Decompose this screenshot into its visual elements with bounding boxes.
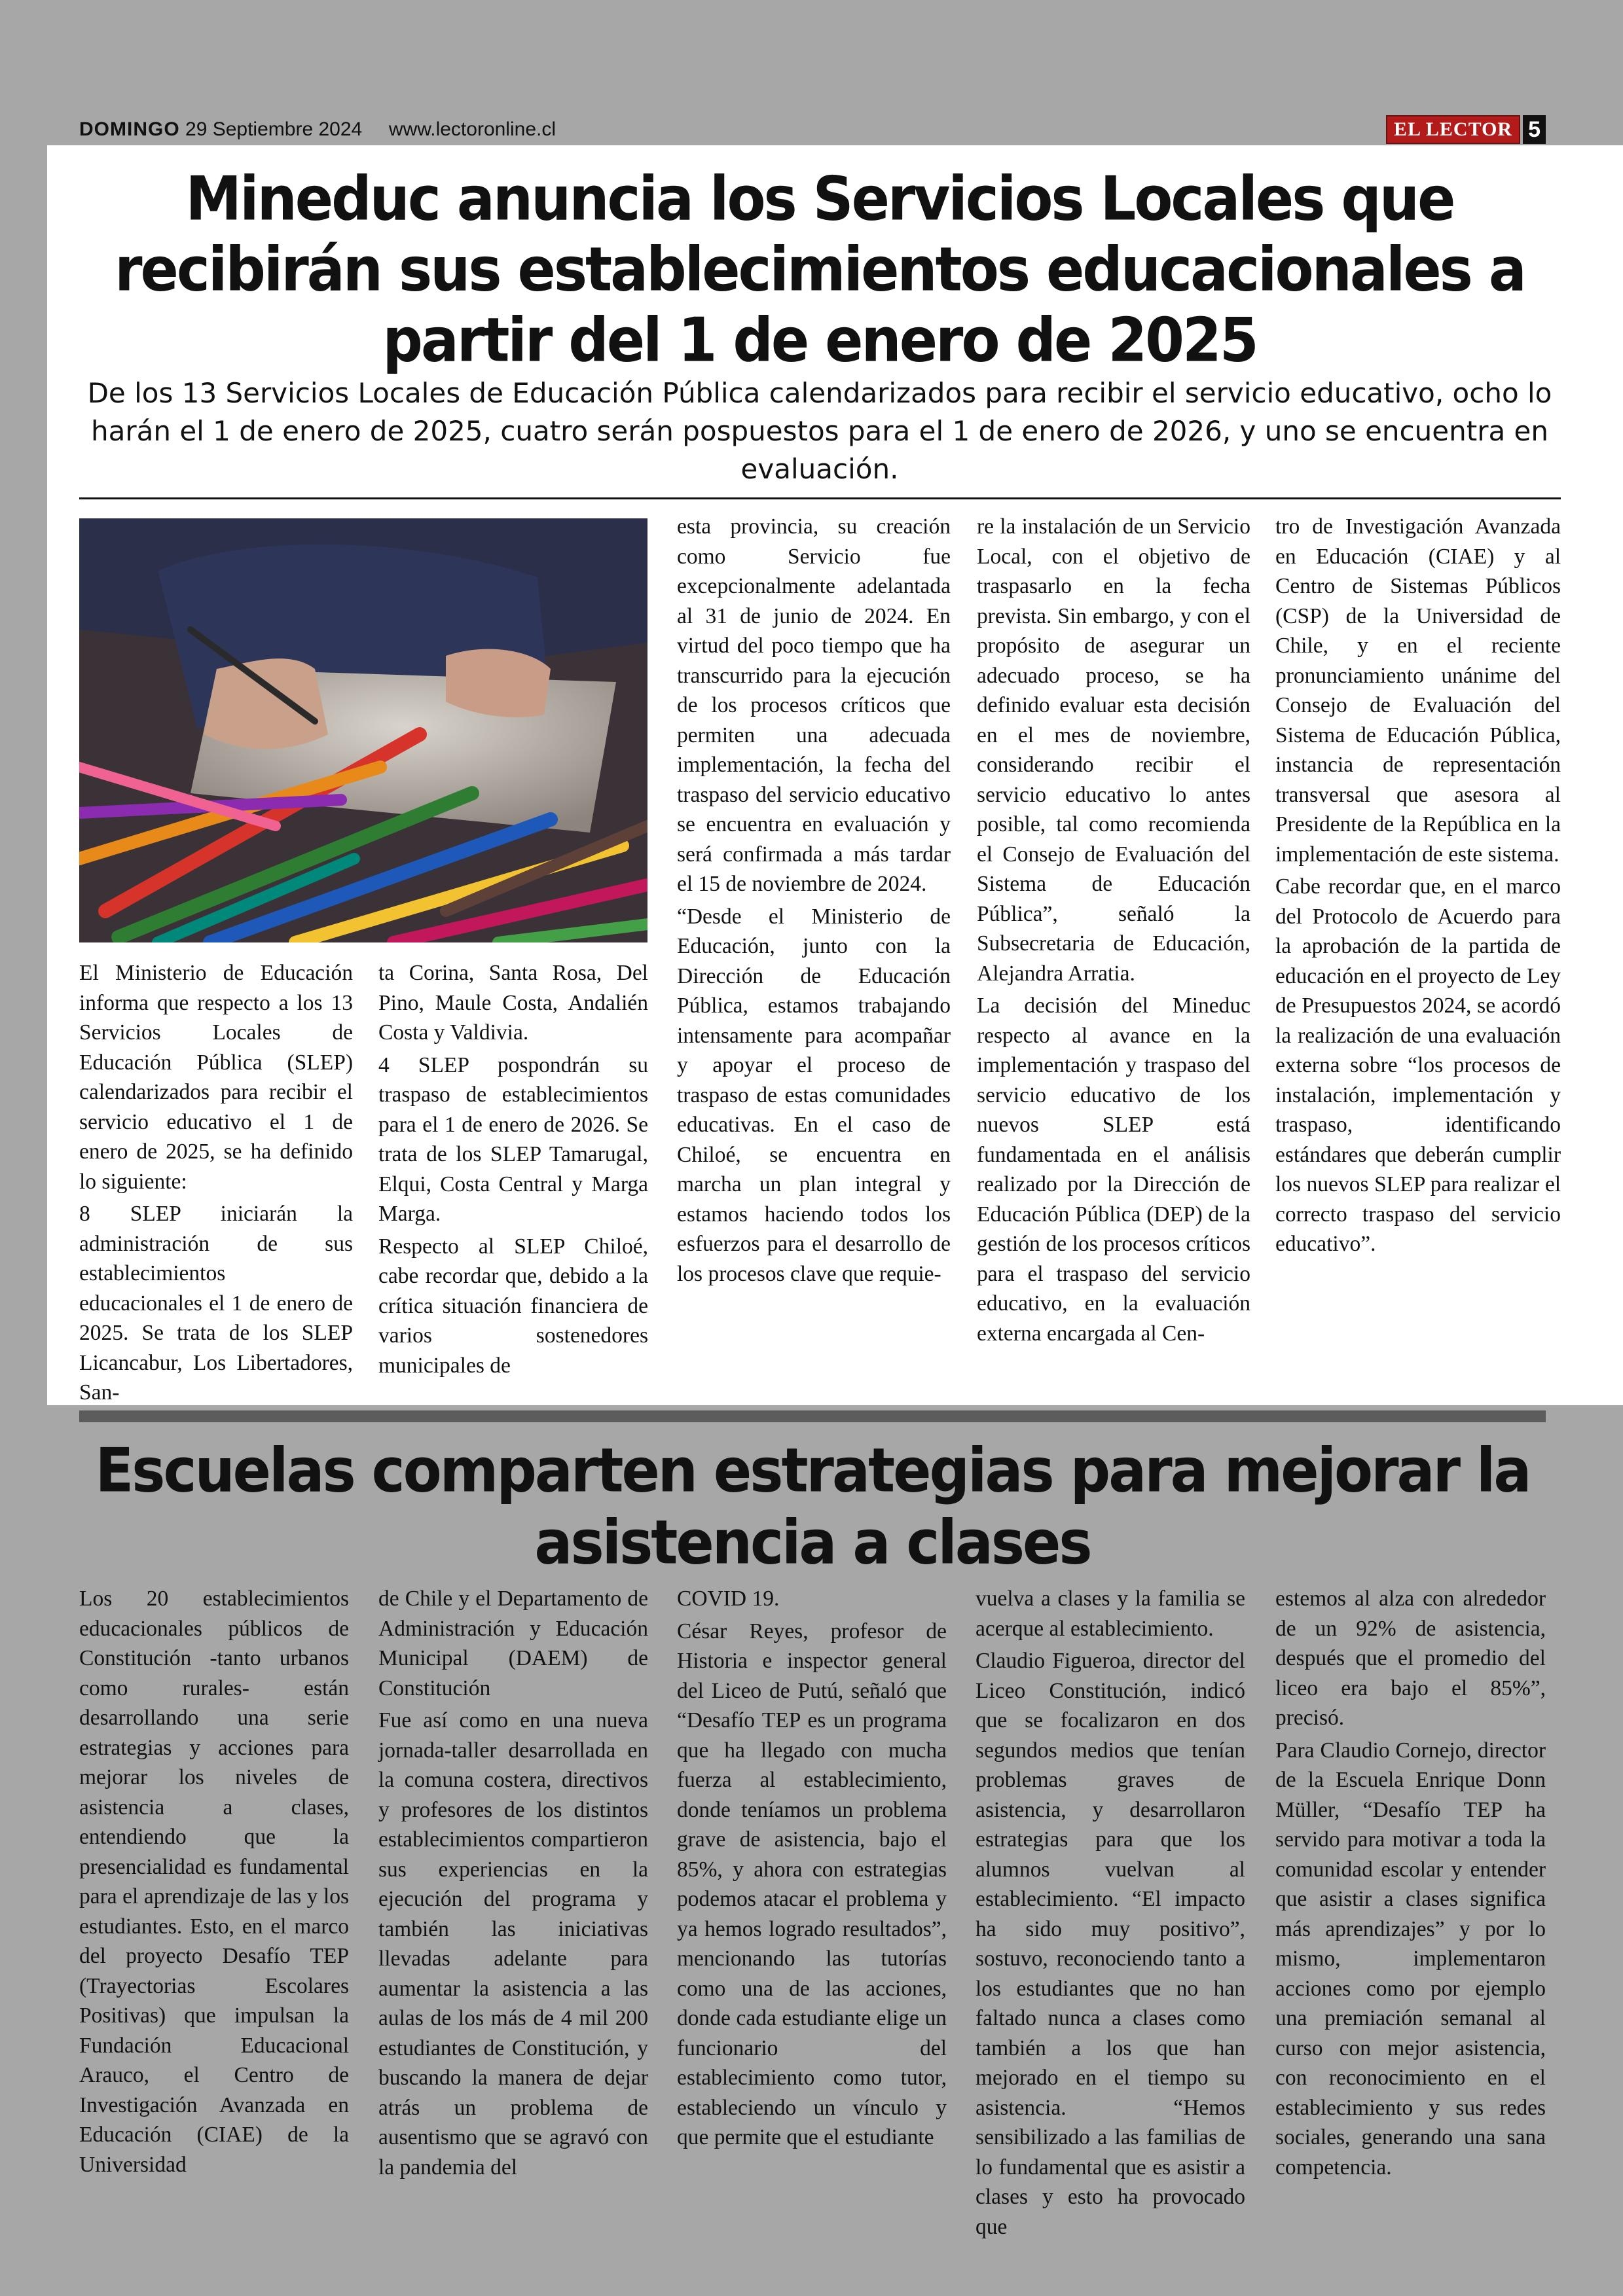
page-number: 5 — [1523, 115, 1546, 144]
article2-column-2: de Chile y el Departamento de Administración y Educación Municipal (DAEM) de Constitución Fue así como en una nueva jornada-taller desarrollada en la comuna costera, directivos y profesores de los distintos establecimientos compartieron sus experiencias en la ejecución del programa y también las iniciativas llevadas adelante para aumentar la asistencia a las aulas de los más de 4 mil 200 estudiantes de Constitución, y buscando la manera de dejar atrás un problema de ausentismo que se agravó con la pandemia del — [378, 1587, 648, 2179]
article-headline: Mineduc anuncia los Servicios Locales que recibirán sus establecimientos educacionales a partir del 1 de enero de 2025 — [115, 164, 1525, 376]
article-mineduc — [47, 145, 1623, 1405]
article2-column-5: estemos al alza con alrededor de un 92% de asistencia, después que el promedio del liceo era bajo el 85%”, precisó. Para Claudio Cornejo, director de la Escuela Enrique Donn Müller, “Desafío TEP ha servido para motivar a toda la comunidad escolar y entender que asistir a clases significa más aprendizajes” y por lo mismo, implementaron acciones como por ejemplo una premiación semanal al curso con mejor asistencia, con reconocimiento en el establecimiento y sus redes sociales, generando una sana competencia. — [1275, 1587, 1546, 2179]
article-column-1: El Ministerio de Educación informa que respecto a los 13 Servicios Locales de Educación Pública (SLEP) calendarizados para recibir el servicio educativo el 1 de enero de 2025, se ha definido lo siguiente: 8 SLEP iniciarán la administración de sus establecimientos educacionales el 1 de enero de 2025. Se trata de los SLEP Licancabur, Los Libertadores, San- — [79, 961, 353, 1405]
header-day: DOMINGO — [79, 118, 180, 140]
newspaper-logo: EL LECTOR — [1386, 115, 1520, 144]
divider — [79, 497, 1561, 499]
header-website: www.lectoronline.cl — [388, 118, 556, 140]
article2-column-3: COVID 19. César Reyes, profesor de Historia e inspector general del Liceo de Putú, señaló que “Desafío TEP es un programa que ha llegado con mucha fuerza al establecimiento, donde teníamos un problema grave de asistencia, bajo el 85%, y ahora con estrategias podemos atacar el problema y ya hemos logrado resultados”, mencionando las tutorías como una de las acciones, donde cada estudiante elige un funcionario del establecimiento como tutor, estableciendo un vínculo y que permite que el estudiante — [677, 1587, 947, 2149]
article2-column-4: vuelva a clases y la familia se acerque al establecimiento. Claudio Figueroa, director del Liceo Constitución, indicó que se focalizaron en dos segundos medios que tenían problemas graves de asistencia, y desarrollaron estrategias para que los alumnos vuelvan al establecimiento. “El impacto ha sido muy positivo”, sostuvo, reconociendo tanto a los estudiantes que no han faltado nunca a clases como también a los que han mejorado en el tiempo su asistencia. “Hemos sensibilizado a las familias de lo fundamental que es asistir a clases y esto ha provocado que — [976, 1587, 1245, 2239]
article-headline-attendance: Escuelas comparten estrategias para mejorar la asistencia a clases — [95, 1435, 1530, 1579]
page-header — [79, 115, 1546, 144]
article-deck: De los 13 Servicios Locales de Educación Pública calendarizados para recibir el servicio educativo, ocho lo harán el 1 de enero de 2025, cuatro serán pospuestos para el 1 de enero de 2026, y uno se encuentra en evaluación. — [87, 377, 1552, 485]
article-photo — [79, 518, 647, 942]
article-column-4: re la instalación de un Servicio Local, con el objetivo de traspasarlo en la fecha prevista. Sin embargo, y con el propósito de asegurar un adecuado proceso, se ha definido evaluar esta decisión en el mes de noviembre, considerando recibir el servicio educativo lo antes posible, tal como recomienda el Consejo de Evaluación del Sistema de Educación Pública”, señaló la Subsecretaria de Educación, Alejandra Arratia. La decisión del Mineduc respecto al avance en la implementación y traspaso del servicio educativo de los nuevos SLEP está fundamentada en el análisis realizado por la Dirección de Educación Pública (DEP) de la gestión de los procesos críticos para el traspaso del servicio educativo, en la evaluación externa encargada al Cen- — [977, 514, 1250, 1346]
article-column-3: esta provincia, su creación como Servicio fue excepcionalmente adelantada al 31 de junio de 2024. En virtud del poco tiempo que ha transcurrido para la ejecución de los procesos críticos que permiten una adecuada implementación, la fecha del traspaso del servicio educativo se encuentra en evaluación y será confirmada a más tardar el 15 de noviembre de 2024. “Desde el Ministerio de Educación, junto con la Dirección de Educación Pública, estamos trabajando intensamente para acompañar y apoyar el proceso de traspaso de estas comunidades educativas. En el caso de Chiloé, se encuentra en marcha un plan integral y estamos haciendo todos los esfuerzos para el desarrollo de los procesos clave que requie- — [677, 514, 951, 1286]
article-column-5: tro de Investigación Avanzada en Educación (CIAE) y al Centro de Sistemas Públicos (CSP) de la Universidad de Chile, y en el reciente pronunciamiento unánime del Consejo de Evaluación del Sistema de Educación Pública, instancia de representación transversal que asesora al Presidente de la República en la implementación de este sistema. Cabe recordar que, en el marco del Protocolo de Acuerdo para la aprobación de la partida de educación en el proyecto de Ley de Presupuestos 2024, se acordó la realización de una evaluación externa sobre “los procesos de instalación, implementación y traspaso, identificando estándares que deberán cumplir los nuevos SLEP para realizar el correcto traspaso del servicio educativo”. — [1275, 514, 1561, 1256]
article2-column-1: Los 20 establecimientos educacionales públicos de Constitución -tanto urbanos como rurales- están desarrollando una serie estrategias y acciones para mejorar los niveles de asistencia a clases, entendiendo que la presencialidad es fundamental para el aprendizaje de las y los estudiantes. Esto, en el marco del proyecto Desafío TEP (Trayectorias Escolares Positivas) que impulsan la Fundación Educacional Arauco, el Centro de Investigación Avanzada en Educación (CIAE) de la Universidad — [79, 1587, 349, 2177]
header-date: 29 Septiembre 2024 — [185, 118, 363, 140]
photo-child-drawing-with-colored-pencils — [79, 518, 647, 942]
section-divider — [79, 1410, 1546, 1422]
article-column-2: ta Corina, Santa Rosa, Del Pino, Maule Costa, Andalién Costa y Valdivia. 4 SLEP pospondrán su traspaso de establecimientos para el 1 de enero de 2026. Se trata de los SLEP Tamarugal, Elqui, Costa Central y Marga Marga. Respecto al SLEP Chiloé, cabe recordar que, debido a la crítica situación financiera de varios sostenedores municipales de — [378, 961, 648, 1378]
masthead — [1386, 115, 1546, 144]
